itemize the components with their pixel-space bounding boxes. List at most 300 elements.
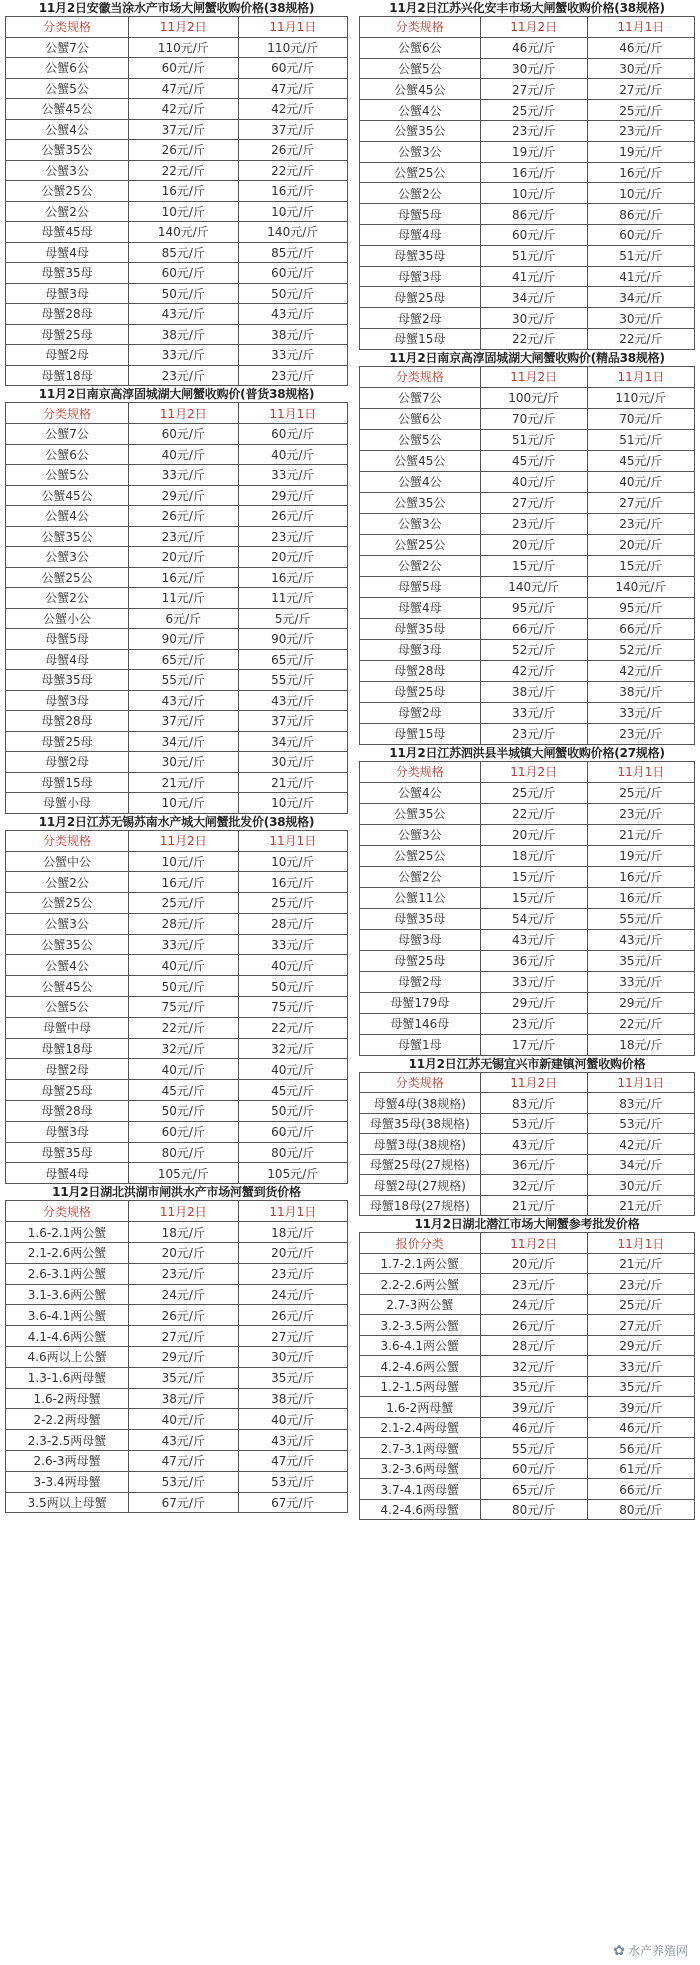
price-cell: 21元/斤 (587, 1253, 694, 1274)
category-cell: 公蟹4公 (360, 471, 481, 492)
category-cell: 公蟹3公 (360, 141, 481, 162)
category-cell: 母蟹4母 (6, 242, 129, 263)
price-cell: 65元/斤 (238, 649, 347, 670)
category-cell: 母蟹5母 (360, 576, 481, 597)
price-cell: 30元/斤 (587, 308, 694, 329)
table-row (360, 660, 695, 681)
category-cell: 母蟹2母 (360, 308, 481, 329)
table-title: 11月2日南京高淳固城湖大闸蟹收购价(普货38规格) (38, 387, 315, 401)
category-cell: 母蟹35母 (360, 908, 481, 929)
price-cell: 24元/斤 (238, 1284, 347, 1305)
category-cell: 公蟹25公 (6, 567, 129, 588)
price-cell: 29元/斤 (129, 1347, 238, 1368)
table-row (360, 224, 695, 245)
table-row (360, 1397, 695, 1418)
price-cell: 40元/斤 (238, 955, 347, 976)
table-row (360, 408, 695, 429)
price-cell: 25元/斤 (238, 893, 347, 914)
category-cell: 公蟹3公 (360, 824, 481, 845)
price-cell: 75元/斤 (129, 997, 238, 1018)
category-cell: 母蟹25母 (360, 287, 481, 308)
table-row (6, 506, 348, 527)
table-row (360, 887, 695, 908)
price-cell: 23元/斤 (480, 1274, 587, 1295)
category-cell: 母蟹小母 (6, 793, 129, 814)
price-cell: 33元/斤 (238, 465, 347, 486)
table-row (6, 690, 348, 711)
category-cell: 公蟹5公 (6, 997, 129, 1018)
category-cell: 公蟹35公 (360, 492, 481, 513)
price-cell: 22元/斤 (129, 1017, 238, 1038)
table-row (360, 992, 695, 1013)
price-cell: 16元/斤 (129, 567, 238, 588)
table-row (6, 1388, 348, 1409)
wechat-icon: ✿ (613, 1943, 625, 1959)
price-cell: 24元/斤 (129, 1284, 238, 1305)
price-cell: 25元/斤 (587, 1294, 694, 1315)
price-table (5, 830, 348, 1185)
price-cell: 22元/斤 (238, 160, 347, 181)
price-cell: 22元/斤 (129, 160, 238, 181)
price-cell: 85元/斤 (129, 242, 238, 263)
table-row (360, 471, 695, 492)
price-cell: 16元/斤 (587, 866, 694, 887)
category-cell: 3-3.4两母蟹 (6, 1471, 129, 1492)
price-cell: 36元/斤 (480, 1154, 587, 1175)
price-cell: 33元/斤 (129, 465, 238, 486)
price-cell: 27元/斤 (587, 1315, 694, 1336)
category-cell: 母蟹1母 (360, 1034, 481, 1055)
table-row (360, 204, 695, 225)
category-cell: 公蟹6公 (360, 408, 481, 429)
price-cell: 140元/斤 (480, 576, 587, 597)
price-cell: 10元/斤 (238, 793, 347, 814)
price-cell: 27元/斤 (587, 79, 694, 100)
table-header-row (360, 366, 695, 387)
table-row (360, 803, 695, 824)
category-cell: 2.1-2.6两公蟹 (6, 1243, 129, 1264)
table-row (360, 1458, 695, 1479)
category-cell: 2.3-2.5两母蟹 (6, 1430, 129, 1451)
watermark-text: 水产养殖网 (627, 1944, 688, 1958)
table-row (6, 731, 348, 752)
category-cell: 母蟹4母(38规格) (360, 1093, 481, 1114)
category-cell: 公蟹6公 (360, 37, 481, 58)
price-cell: 23元/斤 (587, 723, 694, 744)
price-cell: 45元/斤 (129, 1080, 238, 1101)
category-cell: 2-2.2两母蟹 (6, 1409, 129, 1430)
table-row (6, 588, 348, 609)
category-cell: 母蟹3母(38规格) (360, 1134, 481, 1155)
column-header: 11月1日 (587, 1233, 694, 1254)
table-row (360, 639, 695, 660)
category-cell: 母蟹2母(27规格) (360, 1175, 481, 1196)
price-cell: 105元/斤 (129, 1163, 238, 1184)
table-row (6, 526, 348, 547)
category-cell: 母蟹28母 (6, 1101, 129, 1122)
table-row (360, 1134, 695, 1155)
category-cell: 公蟹3公 (6, 913, 129, 934)
table-row (360, 492, 695, 513)
table-row (360, 824, 695, 845)
table-title: 11月2日江苏兴化安丰市场大闸蟹收购价格(38规格) (389, 1, 665, 15)
price-cell: 60元/斤 (238, 424, 347, 445)
price-cell: 60元/斤 (480, 1458, 587, 1479)
price-cell: 60元/斤 (129, 58, 238, 79)
price-cell: 21元/斤 (587, 1195, 694, 1216)
table-row (360, 555, 695, 576)
table-row (6, 1367, 348, 1388)
price-cell: 45元/斤 (480, 450, 587, 471)
table-row (360, 245, 695, 266)
category-cell: 公蟹5公 (6, 78, 129, 99)
table-row (6, 1451, 348, 1472)
table-row (360, 513, 695, 534)
table-row (360, 1175, 695, 1196)
table-row (6, 263, 348, 284)
category-cell: 公蟹5公 (360, 429, 481, 450)
price-cell: 40元/斤 (129, 1059, 238, 1080)
category-cell: 公蟹45公 (6, 976, 129, 997)
price-cell: 23元/斤 (129, 1263, 238, 1284)
price-cell: 16元/斤 (129, 181, 238, 202)
table-row (360, 450, 695, 471)
column-header: 11月2日 (480, 1072, 587, 1093)
table-row (360, 534, 695, 555)
table-row (360, 1376, 695, 1397)
category-cell: 4.6两以上公蟹 (6, 1347, 129, 1368)
price-cell: 26元/斤 (238, 506, 347, 527)
price-cell: 33元/斤 (480, 702, 587, 723)
price-cell: 60元/斤 (238, 263, 347, 284)
price-cell: 50元/斤 (129, 976, 238, 997)
category-cell: 3.6-4.1两公蟹 (360, 1335, 481, 1356)
column-header: 11月2日 (129, 1201, 238, 1222)
price-cell: 83元/斤 (480, 1093, 587, 1114)
price-cell: 66元/斤 (587, 618, 694, 639)
price-cell: 40元/斤 (129, 1409, 238, 1430)
table-row (6, 304, 348, 325)
table-header-row (6, 1201, 348, 1222)
price-cell: 25元/斤 (480, 782, 587, 803)
category-cell: 2.2-2.6两公蟹 (360, 1274, 481, 1295)
price-cell: 15元/斤 (480, 887, 587, 908)
price-cell: 27元/斤 (238, 1326, 347, 1347)
category-cell: 公蟹4公 (6, 506, 129, 527)
table-row (360, 37, 695, 58)
price-table (359, 16, 695, 350)
table-row (6, 1409, 348, 1430)
category-cell: 母蟹35母 (6, 263, 129, 284)
table-row (360, 723, 695, 744)
price-cell: 45元/斤 (587, 450, 694, 471)
price-cell: 30元/斤 (480, 308, 587, 329)
price-cell: 51元/斤 (587, 245, 694, 266)
price-cell: 22元/斤 (587, 1013, 694, 1034)
category-cell: 公蟹6公 (6, 444, 129, 465)
category-cell: 母蟹35母 (6, 670, 129, 691)
price-cell: 60元/斤 (587, 224, 694, 245)
price-cell: 34元/斤 (587, 287, 694, 308)
price-cell: 55元/斤 (587, 908, 694, 929)
price-cell: 19元/斤 (587, 141, 694, 162)
price-cell: 10元/斤 (480, 183, 587, 204)
category-cell: 1.3-1.6两母蟹 (6, 1367, 129, 1388)
price-cell: 33元/斤 (587, 702, 694, 723)
watermark (613, 1942, 688, 1959)
column-header: 11月1日 (238, 17, 347, 38)
table-header-row (6, 403, 348, 424)
category-cell: 公蟹5公 (360, 58, 481, 79)
table-header-row (360, 1072, 695, 1093)
price-cell: 21元/斤 (238, 772, 347, 793)
category-cell: 1.2-1.5两母蟹 (360, 1376, 481, 1397)
price-cell: 42元/斤 (587, 1134, 694, 1155)
price-cell: 18元/斤 (129, 1222, 238, 1243)
table-row (6, 444, 348, 465)
category-cell: 公蟹25公 (6, 181, 129, 202)
category-cell: 公蟹11公 (360, 887, 481, 908)
category-cell: 公蟹45公 (6, 99, 129, 120)
price-cell: 33元/斤 (238, 345, 347, 366)
category-cell: 母蟹25母 (360, 681, 481, 702)
table-title: 11月2日湖北潜江市场大闸蟹参考批发价格 (414, 1217, 640, 1232)
price-cell: 28元/斤 (480, 1335, 587, 1356)
price-cell: 40元/斤 (129, 955, 238, 976)
category-cell: 母蟹3母 (6, 690, 129, 711)
category-cell: 母蟹25母(27规格) (360, 1154, 481, 1175)
category-cell: 母蟹15母 (6, 772, 129, 793)
price-cell: 75元/斤 (238, 997, 347, 1018)
price-cell: 86元/斤 (480, 204, 587, 225)
category-cell: 母蟹35母(38规格) (360, 1113, 481, 1134)
price-cell: 28元/斤 (238, 913, 347, 934)
table-row (6, 222, 348, 243)
price-cell: 37元/斤 (129, 711, 238, 732)
price-cell: 51元/斤 (480, 245, 587, 266)
column-header: 11月1日 (238, 1201, 347, 1222)
table-row (6, 345, 348, 366)
price-cell: 40元/斤 (480, 471, 587, 492)
table-row (6, 1263, 348, 1284)
price-cell: 38元/斤 (587, 681, 694, 702)
table-block (5, 814, 348, 1185)
price-cell: 30元/斤 (587, 1175, 694, 1196)
price-cell: 23元/斤 (587, 120, 694, 141)
category-cell: 母蟹3母 (360, 266, 481, 287)
price-cell: 22元/斤 (480, 803, 587, 824)
price-cell: 18元/斤 (238, 1222, 347, 1243)
table-row (6, 1284, 348, 1305)
price-cell: 52元/斤 (587, 639, 694, 660)
table-row (6, 608, 348, 629)
table-row (360, 1093, 695, 1114)
price-cell: 86元/斤 (587, 204, 694, 225)
column-header: 11月2日 (480, 17, 587, 38)
price-cell: 35元/斤 (587, 950, 694, 971)
column-header: 11月1日 (587, 1072, 694, 1093)
table-row (6, 181, 348, 202)
table-row (6, 752, 348, 773)
price-cell: 34元/斤 (480, 287, 587, 308)
price-cell: 90元/斤 (238, 629, 347, 650)
table-row (360, 1417, 695, 1438)
category-cell: 3.7-4.1两母蟹 (360, 1479, 481, 1500)
price-cell: 140元/斤 (129, 222, 238, 243)
category-cell: 母蟹中母 (6, 1017, 129, 1038)
table-header-row (360, 761, 695, 782)
column-header: 11月1日 (587, 17, 694, 38)
price-cell: 105元/斤 (238, 1163, 347, 1184)
price-cell: 95元/斤 (587, 597, 694, 618)
price-cell: 50元/斤 (129, 1101, 238, 1122)
table-row (360, 1356, 695, 1377)
price-cell: 29元/斤 (587, 1335, 694, 1356)
price-cell: 16元/斤 (238, 181, 347, 202)
table-row (6, 1347, 348, 1368)
table-row (360, 845, 695, 866)
table-row (360, 702, 695, 723)
category-cell: 母蟹35母 (6, 1142, 129, 1163)
table-row (6, 1326, 348, 1347)
category-cell: 母蟹3母 (360, 639, 481, 660)
table-row (360, 79, 695, 100)
price-cell: 27元/斤 (480, 492, 587, 513)
column-header: 分类规格 (6, 17, 129, 38)
category-cell: 母蟹4母 (6, 1163, 129, 1184)
category-cell: 公蟹4公 (6, 955, 129, 976)
table-row (6, 893, 348, 914)
price-cell: 50元/斤 (238, 976, 347, 997)
table-row (360, 929, 695, 950)
column-header: 报价分类 (360, 1233, 481, 1254)
price-cell: 34元/斤 (129, 731, 238, 752)
category-cell: 4.2-4.6两公蟹 (360, 1356, 481, 1377)
category-cell: 母蟹35母 (360, 245, 481, 266)
price-cell: 65元/斤 (129, 649, 238, 670)
category-cell: 母蟹15母 (360, 723, 481, 744)
price-cell: 10元/斤 (129, 793, 238, 814)
category-cell: 4.1-4.6两公蟹 (6, 1326, 129, 1347)
price-cell: 34元/斤 (238, 731, 347, 752)
table-row (6, 324, 348, 345)
price-cell: 40元/斤 (587, 471, 694, 492)
table-row (6, 1243, 348, 1264)
table-row (6, 1305, 348, 1326)
price-cell: 65元/斤 (480, 1479, 587, 1500)
price-cell: 27元/斤 (129, 1326, 238, 1347)
price-cell: 18元/斤 (480, 845, 587, 866)
price-cell: 60元/斤 (129, 1121, 238, 1142)
price-cell: 23元/斤 (129, 365, 238, 386)
price-table (5, 402, 348, 814)
price-cell: 10元/斤 (587, 183, 694, 204)
table-header-row (6, 830, 348, 851)
table-row (360, 58, 695, 79)
price-cell: 38元/斤 (129, 324, 238, 345)
price-cell: 80元/斤 (129, 1142, 238, 1163)
table-row (6, 629, 348, 650)
price-cell: 25元/斤 (480, 100, 587, 121)
price-cell: 67元/斤 (238, 1492, 347, 1513)
right-column (359, 0, 695, 1520)
table-row (6, 1101, 348, 1122)
table-row (6, 711, 348, 732)
category-cell: 母蟹25母 (6, 731, 129, 752)
category-cell: 公蟹25公 (360, 162, 481, 183)
table-row (6, 567, 348, 588)
price-cell: 6元/斤 (129, 608, 238, 629)
price-cell: 10元/斤 (238, 201, 347, 222)
table-row (6, 872, 348, 893)
price-cell: 41元/斤 (587, 266, 694, 287)
column-header: 分类规格 (6, 1201, 129, 1222)
price-cell: 43元/斤 (480, 1134, 587, 1155)
price-cell: 23元/斤 (238, 526, 347, 547)
table-row (6, 1471, 348, 1492)
table-row (360, 266, 695, 287)
table-row (6, 1222, 348, 1243)
price-cell: 67元/斤 (129, 1492, 238, 1513)
price-cell: 47元/斤 (238, 78, 347, 99)
table-row (360, 141, 695, 162)
price-cell: 16元/斤 (480, 162, 587, 183)
price-cell: 10元/斤 (129, 851, 238, 872)
table-title: 11月2日江苏无锡宜兴市新建镇河蟹收购价格 (408, 1056, 646, 1071)
price-cell: 47元/斤 (238, 1451, 347, 1472)
category-cell: 母蟹28母 (6, 711, 129, 732)
price-cell: 53元/斤 (129, 1471, 238, 1492)
table-block (359, 350, 695, 745)
price-cell: 20元/斤 (238, 1243, 347, 1264)
price-table (359, 366, 695, 745)
table-row (6, 119, 348, 140)
category-cell: 公蟹35公 (360, 120, 481, 141)
table-row (6, 160, 348, 181)
table-row (360, 908, 695, 929)
category-cell: 公蟹小公 (6, 608, 129, 629)
table-row (6, 851, 348, 872)
price-cell: 60元/斤 (238, 58, 347, 79)
category-cell: 公蟹4公 (6, 119, 129, 140)
price-cell: 20元/斤 (129, 1243, 238, 1264)
price-cell: 29元/斤 (238, 485, 347, 506)
category-cell: 3.2-3.5两公蟹 (360, 1315, 481, 1336)
price-cell: 17元/斤 (480, 1034, 587, 1055)
category-cell: 母蟹5母 (6, 629, 129, 650)
price-cell: 83元/斤 (587, 1093, 694, 1114)
price-cell: 80元/斤 (587, 1499, 694, 1520)
category-cell: 公蟹3公 (6, 547, 129, 568)
category-cell: 母蟹25母 (360, 950, 481, 971)
table-row (360, 1335, 695, 1356)
price-cell: 51元/斤 (587, 429, 694, 450)
price-cell: 23元/斤 (238, 1263, 347, 1284)
price-cell: 60元/斤 (129, 263, 238, 284)
price-cell: 23元/斤 (480, 723, 587, 744)
table-row (6, 649, 348, 670)
category-cell: 母蟹2母 (6, 345, 129, 366)
table-row (6, 78, 348, 99)
column-header: 分类规格 (360, 1072, 481, 1093)
price-cell: 30元/斤 (587, 58, 694, 79)
price-cell: 25元/斤 (587, 782, 694, 803)
price-cell: 46元/斤 (480, 1417, 587, 1438)
category-cell: 母蟹18母 (6, 365, 129, 386)
price-cell: 110元/斤 (587, 387, 694, 408)
price-cell: 46元/斤 (587, 37, 694, 58)
price-cell: 40元/斤 (238, 1409, 347, 1430)
